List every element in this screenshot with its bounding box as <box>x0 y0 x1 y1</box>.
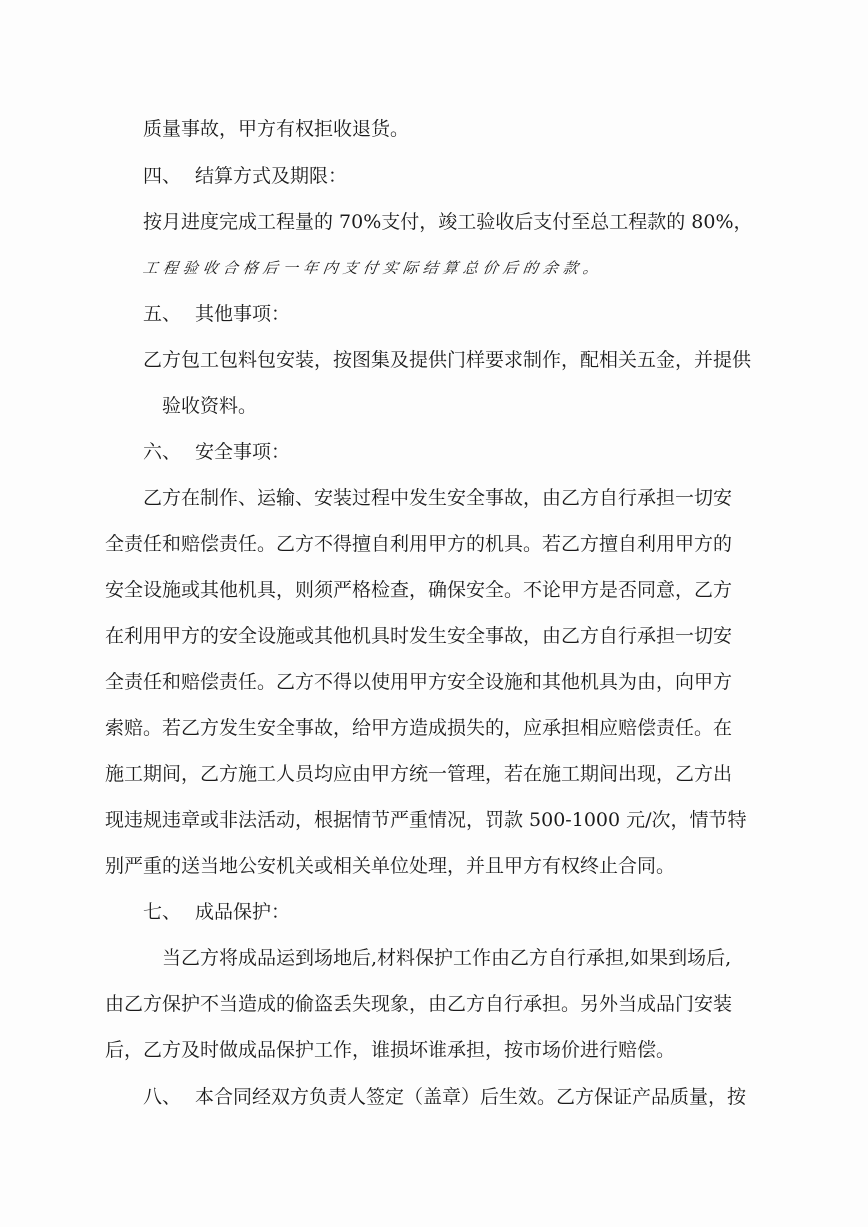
section-number: 四、 <box>143 165 182 187</box>
text-line: 本合同经双方负责人签定（盖章）后生效。乙方保证产品质量，按 <box>195 1086 747 1108</box>
text-line: 索赔。若乙方发生安全事故，给甲方造成损失的，应承担相应赔偿责任。在 <box>105 717 733 739</box>
text-line: 全责任和赔偿责任。乙方不得擅自利用甲方的机具。若乙方擅自利用甲方的 <box>105 533 733 555</box>
text-line: 全责任和赔偿责任。乙方不得以使用甲方安全设施和其他机具为由，向甲方 <box>105 671 733 693</box>
text-line: 别严重的送当地公安机关或相关单位处理，并且甲方有权终止合同。 <box>105 855 676 877</box>
section-heading-6 <box>143 440 868 464</box>
text-line: 乙方包工包料包安装，按图集及提供门样要求制作，配相关五金，并提供 <box>143 349 752 371</box>
text-line: 按月进度完成工程量的 70%支付，竣工验收后支付至总工程款的 80%， <box>143 211 753 233</box>
text-line: 施工期间，乙方施工人员均应由甲方统一管理，若在施工期间出现，乙方出 <box>105 763 733 785</box>
section-number: 七、 <box>143 901 182 923</box>
section-heading-8 <box>143 1085 868 1109</box>
handwritten-line: 工程验收合格后一年内支付实际结算总价后的余款。 <box>141 259 605 277</box>
text-line: 验收资料。 <box>162 395 258 417</box>
text-line: 由乙方保护不当造成的偷盗丢失现象，由乙方自行承担。另外当成品门安装 <box>105 993 733 1015</box>
section-heading-5 <box>143 302 868 326</box>
section-title: 结算方式及期限： <box>195 165 348 187</box>
section-number: 六、 <box>143 441 182 463</box>
section-number: 五、 <box>143 303 182 325</box>
section-title: 安全事项： <box>195 441 291 463</box>
text-line: 安全设施或其他机具，则须严格检查，确保安全。不论甲方是否同意，乙方 <box>105 579 733 601</box>
text-line: 乙方在制作、运输、安装过程中发生安全事故，由乙方自行承担一切安 <box>143 487 733 509</box>
text-line: 现违规违章或非法活动，根据情节严重情况，罚款 500-1000 元/次，情节特 <box>105 809 747 831</box>
text-line: 当乙方将成品运到场地后,材料保护工作由乙方自行承担,如果到场后, <box>162 947 732 969</box>
section-number: 八、 <box>143 1086 182 1108</box>
section-heading-4 <box>143 164 868 188</box>
text-line: 质量事故，甲方有权拒收退货。 <box>143 118 410 140</box>
text-line: 在利用甲方的安全设施或其他机具时发生安全事故，由乙方自行承担一切安 <box>105 625 733 647</box>
section-title: 成品保护： <box>195 901 291 923</box>
text-line: 后，乙方及时做成品保护工作，谁损坏谁承担，按市场价进行赔偿。 <box>105 1039 676 1061</box>
section-title: 其他事项： <box>195 303 291 325</box>
section-heading-7 <box>143 900 868 924</box>
